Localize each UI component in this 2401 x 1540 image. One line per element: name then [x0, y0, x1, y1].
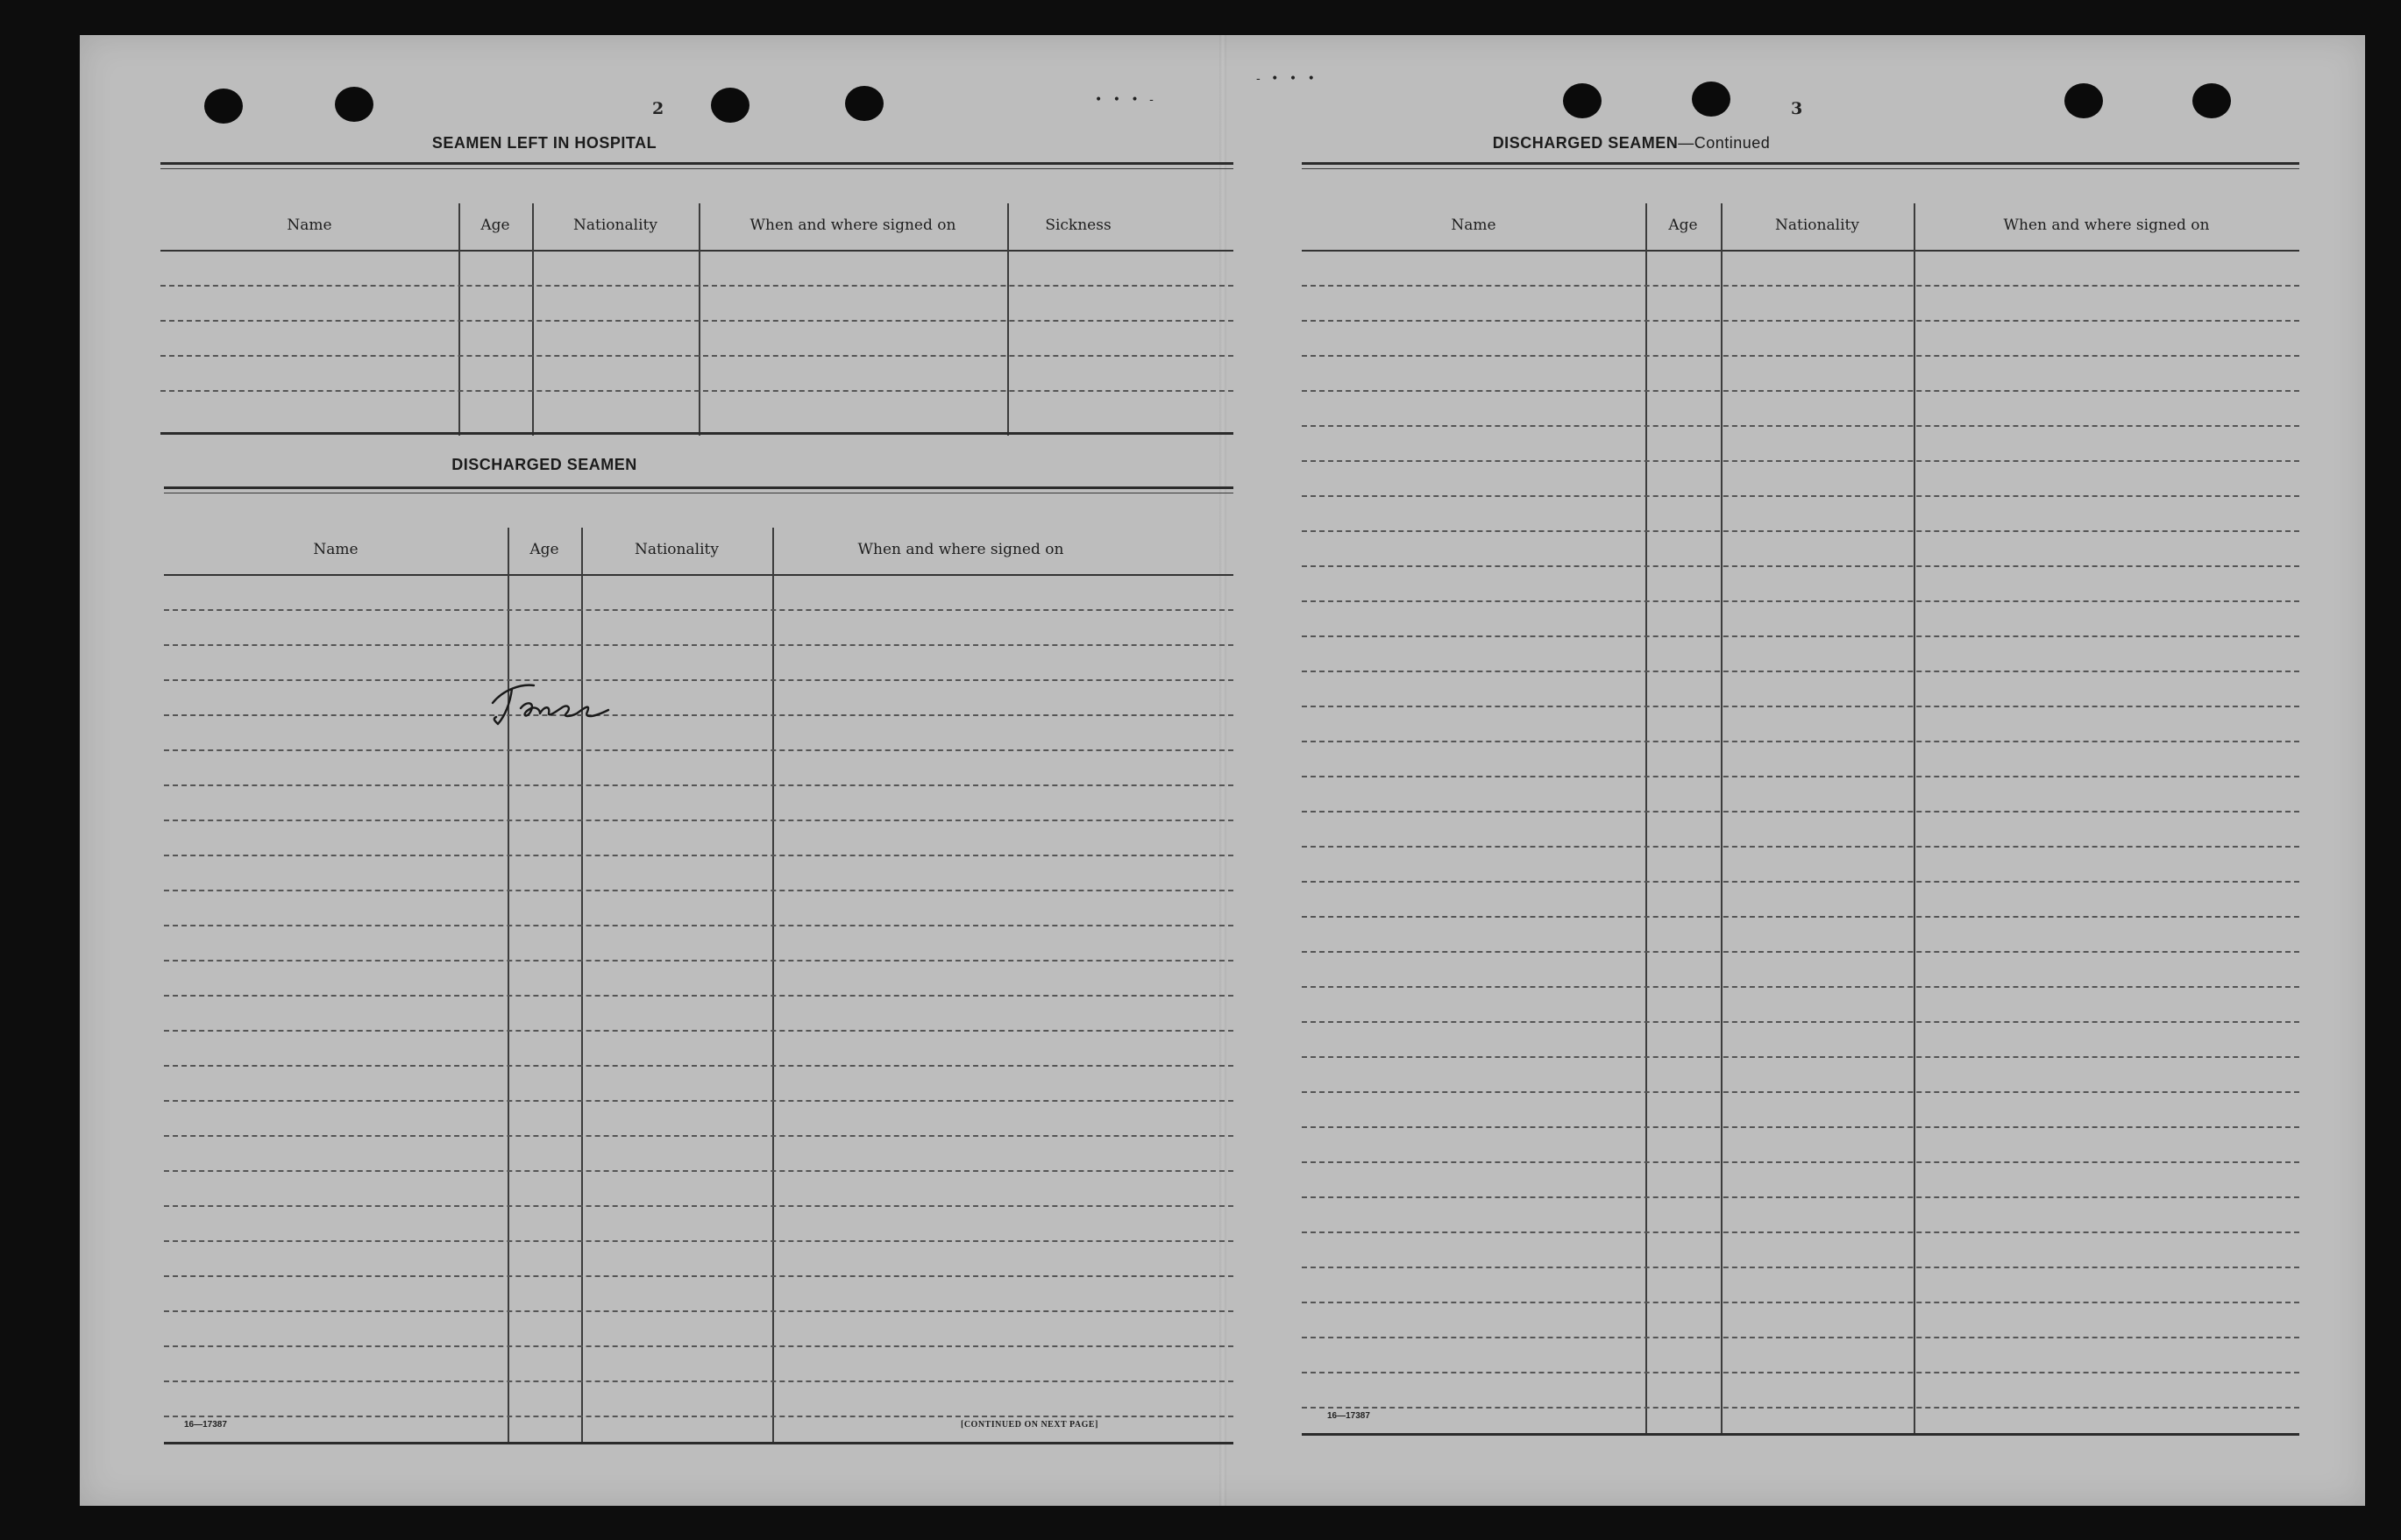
table-bottom-rule: [160, 432, 1233, 435]
table-row: [1302, 1161, 2299, 1163]
column-header-nationality: Nationality: [573, 216, 657, 234]
table-row: [164, 609, 1233, 611]
table-row: [160, 320, 1233, 322]
table-top-rule: [1302, 162, 2299, 165]
column-divider: [1645, 203, 1647, 1435]
punch-hole: [1692, 82, 1730, 117]
header-underline: [164, 574, 1233, 576]
table-row: [1302, 1091, 2299, 1093]
table-row: [1302, 811, 2299, 813]
column-header-signed-on: When and where signed on: [2003, 216, 2210, 234]
column-header-nationality: Nationality: [1775, 216, 1859, 234]
table-row: [164, 1205, 1233, 1207]
table-row: [164, 1065, 1233, 1067]
table-row: [1302, 1267, 2299, 1268]
column-header-signed-on: When and where signed on: [749, 216, 956, 234]
table-row: [1302, 565, 2299, 567]
table-bottom-rule: [1302, 1433, 2299, 1436]
hospital-section-title: SEAMEN LEFT IN HOSPITAL: [431, 134, 657, 152]
table-row: [164, 1170, 1233, 1172]
punch-hole: [204, 89, 243, 124]
hospital-table: [160, 162, 1233, 437]
table-row: [1302, 495, 2299, 497]
table-row: [1302, 916, 2299, 918]
table-row: [1302, 320, 2299, 322]
table-row: [1302, 285, 2299, 287]
form-number-left: 16—17387: [184, 1420, 227, 1430]
stray-marks: - • • •: [1256, 72, 1318, 86]
column-divider: [1721, 203, 1723, 1435]
table-row: [1302, 425, 2299, 427]
discharged-title-main: DISCHARGED SEAMEN: [1492, 134, 1679, 152]
table-row: [1302, 1126, 2299, 1128]
discharged-table-right: [1302, 162, 2299, 1437]
table-bottom-rule: [164, 1442, 1233, 1444]
table-row: [164, 995, 1233, 997]
punch-hole: [335, 87, 373, 122]
table-row: [1302, 530, 2299, 532]
table-row: [1302, 1196, 2299, 1198]
discharged-continued-title: [1386, 134, 1877, 153]
column-header-name: Name: [1451, 216, 1496, 234]
punch-hole: [2064, 83, 2103, 118]
table-top-rule: [1302, 168, 2299, 169]
table-top-rule: [160, 162, 1233, 165]
punch-hole: [845, 86, 884, 121]
table-row: [1302, 741, 2299, 742]
page-number-left: 2: [652, 99, 664, 118]
punch-hole: [711, 88, 749, 123]
column-header-name: Name: [313, 541, 359, 558]
table-row: [1302, 706, 2299, 707]
table-row: [1302, 635, 2299, 637]
table-row: [1302, 460, 2299, 462]
table-row: [164, 784, 1233, 786]
punch-hole: [2192, 83, 2231, 118]
table-row: [164, 960, 1233, 962]
table-row: [1302, 1302, 2299, 1303]
column-header-nationality: Nationality: [635, 541, 719, 558]
table-row: [1302, 881, 2299, 883]
continued-note: [CONTINUED ON NEXT PAGE]: [961, 1420, 1098, 1430]
table-row: [164, 679, 1233, 681]
table-row: [164, 925, 1233, 926]
table-row: [164, 1275, 1233, 1277]
table-row: [164, 1345, 1233, 1347]
table-row: [160, 390, 1233, 392]
column-header-signed-on: When and where signed on: [857, 541, 1064, 558]
header-underline: [1302, 250, 2299, 252]
table-row: [164, 1135, 1233, 1137]
table-row: [164, 1416, 1233, 1417]
form-number-right: 16—17387: [1327, 1411, 1370, 1421]
column-divider: [1914, 203, 1915, 1435]
table-row: [164, 890, 1233, 891]
table-top-rule: [164, 486, 1233, 489]
table-row: [164, 714, 1233, 716]
column-divider: [772, 528, 774, 1442]
table-row: [1302, 671, 2299, 672]
table-row: [1302, 776, 2299, 777]
table-row: [1302, 1021, 2299, 1023]
column-header-age: Age: [1668, 216, 1698, 234]
table-row: [164, 1030, 1233, 1032]
header-underline: [160, 250, 1233, 252]
punch-hole: [1563, 83, 1602, 118]
table-row: [1302, 1056, 2299, 1058]
table-row: [1302, 390, 2299, 392]
column-header-sickness: Sickness: [1045, 216, 1112, 234]
table-top-rule: [160, 168, 1233, 169]
table-row: [164, 1310, 1233, 1312]
table-row: [164, 644, 1233, 646]
handwritten-none-signature: [486, 668, 661, 738]
column-divider: [581, 528, 583, 1442]
table-row: [164, 749, 1233, 751]
table-row: [164, 1100, 1233, 1102]
table-row: [160, 355, 1233, 357]
table-row: [1302, 1337, 2299, 1338]
column-header-name: Name: [287, 216, 332, 234]
document-sheet: [80, 35, 2365, 1506]
discharged-title-suffix: —Continued: [1678, 134, 1771, 152]
table-row: [160, 285, 1233, 287]
table-row: [1302, 600, 2299, 602]
table-row: [1302, 986, 2299, 988]
table-row: [1302, 951, 2299, 953]
column-header-age: Age: [480, 216, 510, 234]
column-header-age: Age: [529, 541, 559, 558]
stray-marks: • • • -: [1095, 93, 1157, 107]
table-row: [164, 1240, 1233, 1242]
table-row: [1302, 1231, 2299, 1233]
table-row: [164, 1380, 1233, 1382]
table-row: [164, 855, 1233, 856]
table-row: [1302, 1372, 2299, 1373]
table-row: [164, 820, 1233, 821]
table-row: [1302, 846, 2299, 848]
column-divider: [508, 528, 509, 1442]
discharged-section-title-left: DISCHARGED SEAMEN: [451, 456, 637, 473]
table-row: [1302, 1407, 2299, 1409]
page-number-right: 3: [1791, 99, 1803, 118]
discharged-table-left: [164, 486, 1233, 1446]
table-row: [1302, 355, 2299, 357]
